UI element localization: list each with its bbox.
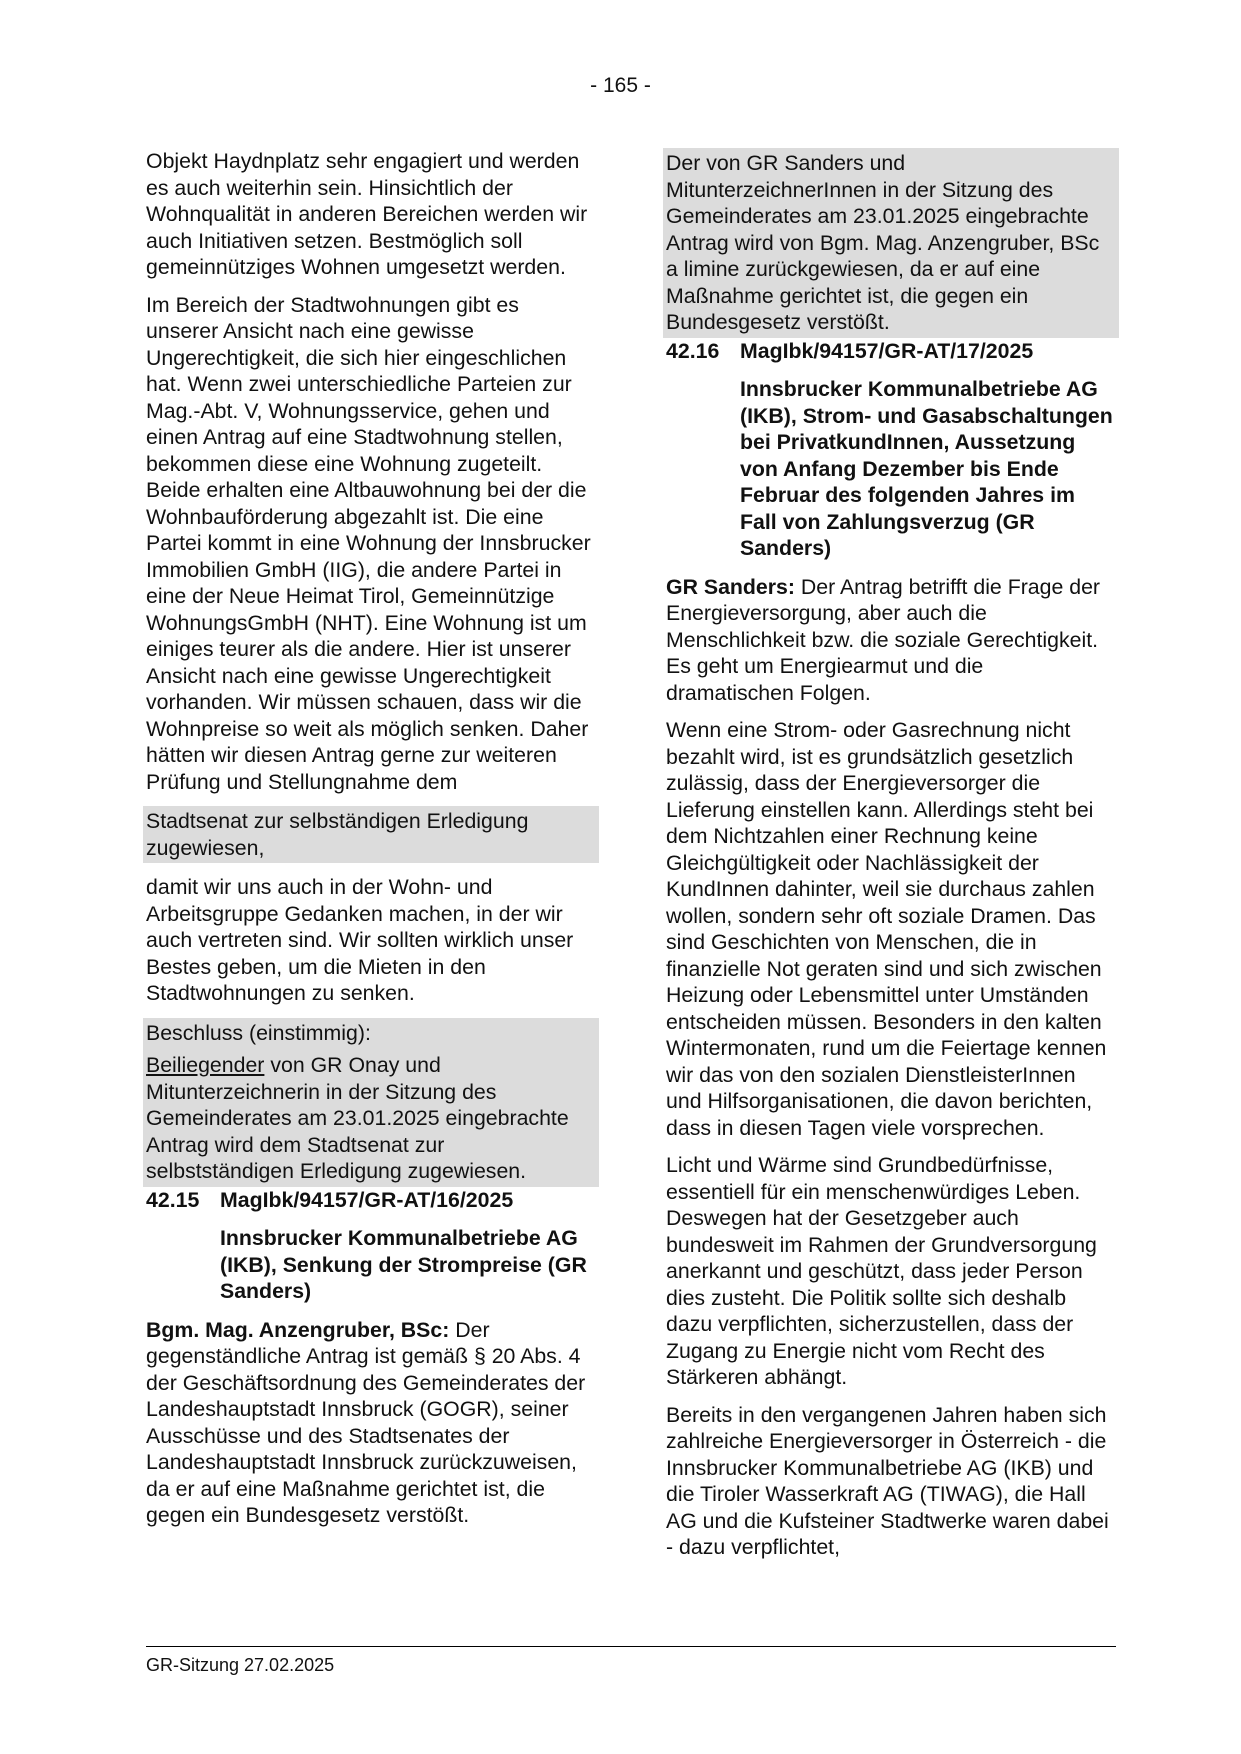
speaker-statement [666, 574, 1116, 707]
agenda-item-code: MagIbk/94157/GR-AT/17/2025 [740, 338, 1034, 363]
speaker-name: Bgm. Mag. Anzengruber, BSc: [146, 1317, 450, 1342]
agenda-item-title: Innsbrucker Kommunalbetriebe AG (IKB), Strom- und Gasabschaltungen bei PrivatkundInnen, Aussetzung von Anfang Dezember bis Ende Februar des folgenden Jahres im Fall von Zahlungsverzug (GR Sanders) [740, 377, 1113, 560]
right-paragraph-2: Wenn eine Strom- oder Gasrechnung nicht bezahlt wird, ist es grundsätzlich gesetzlich zulässig, dass der Energieversorger die Lieferung einstellen kann. Allerdings steht bei dem Nichtzahlen einer Rechnung keine Gleichgültigkeit oder Nachlässigkeit der KundInnen dahinter, weil sie durchaus zahlen wollen, sondern sehr oft soziale Dramen. Das sind Geschichten von Menschen, die in finanzielle Not geraten sind und sich zwischen Heizung oder Lebensmittel unter Umständen entscheiden müssen. Besonders in den kalten Wintermonaten, rund um die Feiertage kennen wir das von den sozialen DienstleisterInnen und Hilfsorganisationen, die davon berichten, dass in diesen Tagen viele vorsprechen. [666, 718, 1107, 1140]
resolution-rest: von GR Onay und Mitunterzeichnerin in der Sitzung des Gemeinderates am 23.01.2025 eingebrachte Antrag wird dem Stadtsenat zur selbstständigen Erledigung zugewiesen. [146, 1053, 569, 1183]
rejection-text: Der von GR Sanders und MitunterzeichnerInnen in der Sitzung des Gemeinderates am 23.01.2025 eingebrachte Antrag wird von Bgm. Mag. Anzengruber, BSc a limine zurückgewiesen, da er auf eine Maßnahme gerichtet ist, die gegen ein Bundesgesetz verstößt. [666, 151, 1100, 334]
speaker-text: Der gegenständliche Antrag ist gemäß § 20 Abs. 4 der Geschäftsordnung des Gemeinderates der Landeshauptstadt Innsbruck (GOGR), seiner Ausschüsse und des Stadtsenates der Landeshauptstadt Innsbruck zurückzuweisen, da er auf eine Maßnahme gerichtet ist, die gegen ein Bundesgesetz verstößt. [146, 1317, 586, 1527]
speaker-text: Der Antrag betrifft die Frage der Energieversorgung, aber auch die Menschlichkeit bzw. die soziale Gerechtigkeit. Es geht um Energiearmut und die dramatischen Folgen. [666, 574, 1101, 705]
resolution-label: Beschluss (einstimmig): [146, 1020, 371, 1045]
page-number: - 165 - [590, 74, 651, 97]
agenda-item-heading [666, 338, 1116, 365]
footer-divider [146, 1646, 1116, 1647]
resolution-block [143, 1018, 599, 1187]
speaker-statement [146, 1317, 596, 1529]
left-shaded-paragraph: Stadtsenat zur selbständigen Erledigung zugewiesen, [146, 809, 529, 860]
right-paragraph-3: Licht und Wärme sind Grundbedürfnisse, essentiell für ein menschenwürdiges Leben. Deswegen hat der Gesetzgeber auch bundesweit im Rahmen der Grundversorgung anerkannt und geschützt, dass jeder Person dies zusteht. Die Politik sollte sich deshalb dazu verpflichten, sicherzustellen, dass der Zugang zu Energie nicht vom Recht des Stärkeren abhängt. [666, 1153, 1097, 1389]
agenda-item-number: 42.16 [666, 338, 720, 363]
agenda-item-code: MagIbk/94157/GR-AT/16/2025 [220, 1187, 514, 1212]
right-paragraph-4: Bereits in den vergangenen Jahren haben sich zahlreiche Energieversorger in Österreich - die Innsbrucker Kommunalbetriebe AG (IKB) und die Tiroler Wasserkraft AG (TIWAG), die Hall AG und die Kufsteiner Stadtwerke waren dabei - dazu verpflichtet, [666, 1402, 1109, 1559]
right-shaded-block [663, 148, 1119, 338]
left-paragraph-1: Objekt Haydnplatz sehr engagiert und werden es auch weiterhin sein. Hinsichtlich der Wohnqualität in anderen Bereichen werden wir auch Initiativen setzen. Bestmöglich soll gemeinnütziges Wohnen umgesetzt werden. [146, 149, 588, 279]
agenda-item-heading [146, 1187, 596, 1214]
left-shaded-block-1 [143, 806, 599, 863]
agenda-item-number: 42.15 [146, 1187, 200, 1212]
left-paragraph-2: Im Bereich der Stadtwohnungen gibt es unserer Ansicht nach eine gewisse Ungerechtigkeit, die sich hier eingeschlichen hat. Wenn zwei unterschiedliche Parteien zur Mag.-Abt. V, Wohnungsservice, gehen und einen Antrag auf eine Stadtwohnung stellen, bekommen diese eine Wohnung zugeteilt. Beide erhalten eine Altbauwohnung bei der die Wohnbauförderung abgezahlt ist. Die eine Partei kommt in eine Wohnung der Innsbrucker Immobilien GmbH (IIG), die andere Partei in eine der Neue Heimat Tirol, Gemeinnützige WohnungsGmbH (NHT). Eine Wohnung ist um einiges teurer als die andere. Hier ist unserer Ansicht nach eine gewisse Ungerechtigkeit vorhanden. Wir müssen schauen, dass wir die Wohnpreise so weit als möglich senken. Daher hätten wir diesen Antrag gerne zur weiteren Prüfung und Stellungnahme dem [146, 292, 591, 794]
resolution-underlined-word: Beiliegender [146, 1053, 265, 1077]
left-paragraph-3: damit wir uns auch in der Wohn- und Arbeitsgruppe Gedanken machen, in der wir auch vertreten sind. Wir sollten wirklich unser Bestes geben, um die Mieten in den Stadtwohnungen zu senken. [146, 875, 574, 1005]
right-column [666, 148, 1116, 1572]
footer-text: GR-Sitzung 27.02.2025 [146, 1655, 335, 1675]
agenda-item-title: Innsbrucker Kommunalbetriebe AG (IKB), Senkung der Strompreise (GR Sanders) [220, 1226, 587, 1303]
resolution-text [146, 1052, 596, 1185]
speaker-name: GR Sanders: [666, 574, 795, 599]
left-column [146, 148, 596, 1540]
